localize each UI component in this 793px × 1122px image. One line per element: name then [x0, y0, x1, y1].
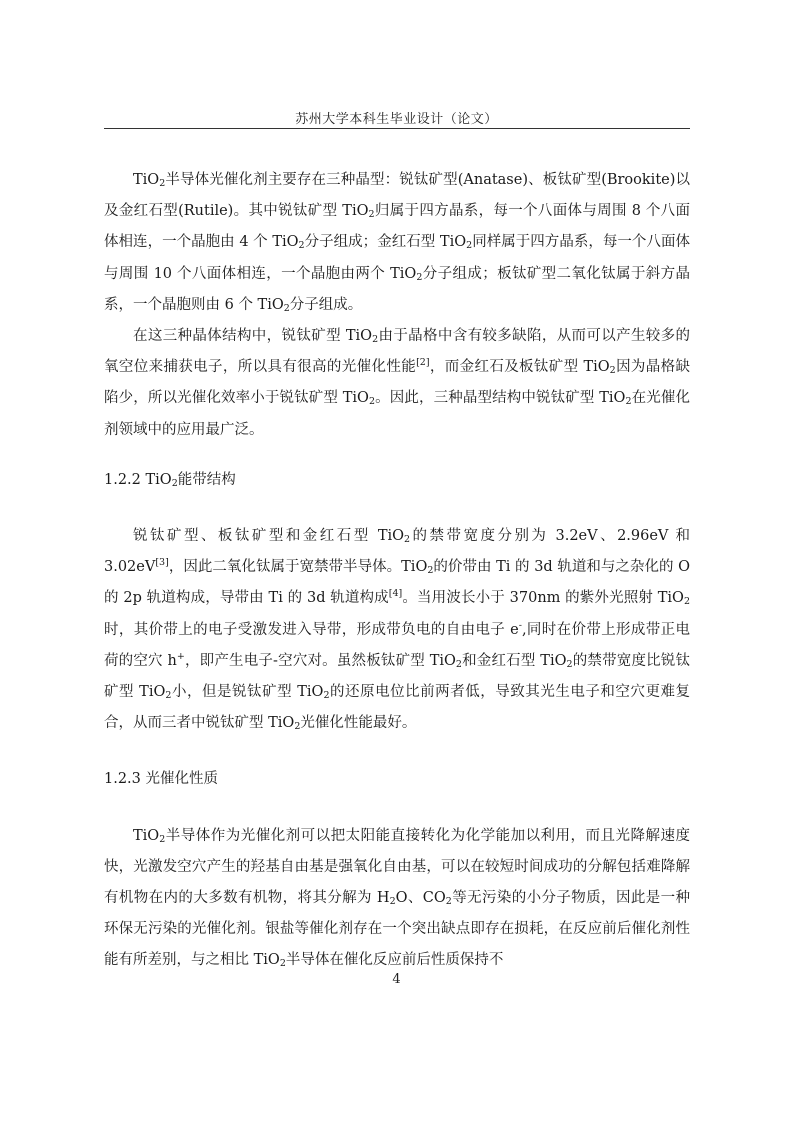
page-body: [104, 165, 690, 977]
header-rule: [104, 128, 690, 129]
paragraph-crystal-forms: TiO$_2$半导体光催化剂主要存在三种晶型：锐钛矿型(Anatase)、板钛矿型(Brookite)以及金红石型(Rutile)。其中锐钛矿型 TiO$_2$归属于四方晶系，每一个八面体与周围 8 个八面体相连，一个晶胞由 4 个 TiO$_2$分子组成；金红石型 TiO$_2$同样属于四方晶系，每一个八面体与周围 10 个八面体相连，一个晶胞由两个 TiO$_2$分子组成；板钛矿型二氧化钛属于斜方晶系，一个晶胞则由 6 个 TiO$_2$分子组成。: [104, 172, 690, 314]
paragraph-photocatalytic-properties: TiO$_2$半导体作为光催化剂可以把太阳能直接转化为化学能加以利用，而且光降解速度快，光激发空穴产生的羟基自由基是强氧化自由基，可以在较短时间成功的分解包括难降解有机物在内的大多数有机物，将其分解为 $H_2O$、$CO_2$等无污染的小分子物质，因此是一种环保无污染的光催化剂。银盐等催化剂存在一个突出缺点即存在损耗，在反应前后催化剂性能有所差别，与之相比 TiO$_2$半导体在催化反应前后性质保持不: [104, 827, 690, 970]
section-heading-1-2-2: 1.2.2 TiO$_2$能带结构: [104, 471, 236, 489]
paragraph-band-structure: 锐钛矿型、板钛矿型和金红石型 TiO$_2$的禁带宽度分别为 3.2eV、2.96eV 和 3.02eV[3]，因此二氧化钛属于宽禁带半导体。TiO$_2$的价带由 Ti 的 3d 轨道和与之杂化的 O 的 2p 轨道构成，导带由 Ti 的 3d 轨道构成[4]。当用波长小于 370nm 的紫外光照射 TiO$_2$时，其价带上的电子受激发进入导带，形成带负电的自由电子 e-,同时在价带上形成带正电荷的空穴 h+，即产生电子-空穴对。虽然板钛矿型 TiO$_2$和金红石型 TiO$_2$的禁带宽度比锐钛矿型 TiO$_2$小，但是锐钛矿型 TiO$_2$的还原电位比前两者低，导致其光生电子和空穴更难复合，从而三者中锐钛矿型 TiO$_2$光催化性能最好。: [104, 528, 691, 733]
page-number: 4: [392, 972, 401, 987]
paragraph-anatase-advantage: 在这三种晶体结构中，锐钛矿型 TiO$_2$由于晶格中含有较多缺陷，从而可以产生较多的氧空位来捕获电子，所以具有很高的光催化性能[2]，而金红石及板钛矿型 TiO$_2$因为晶格缺陷少，所以光催化效率小于锐钛矿型 TiO$_2$。因此，三种晶型结构中锐钛矿型 TiO$_2$在光催化剂领域中的应用最广泛。: [104, 328, 691, 438]
section-heading-1-2-3: 1.2.3 光催化性质: [104, 771, 219, 788]
page-header: 苏州大学本科生毕业设计（论文）: [295, 112, 498, 127]
